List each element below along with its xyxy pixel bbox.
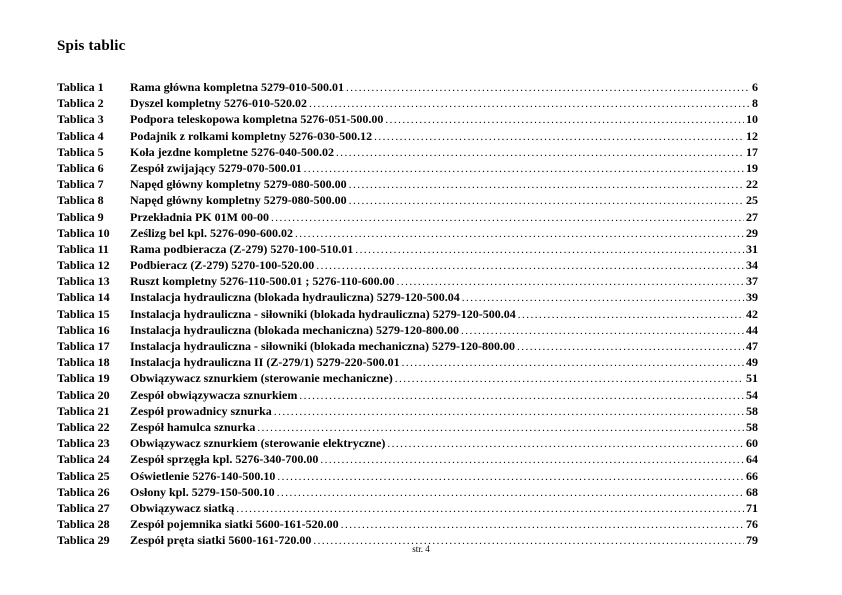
toc-entry — [57, 484, 758, 500]
toc-entry-number: Tablica 15 — [57, 306, 110, 321]
dot-leader — [349, 193, 744, 209]
toc-entry-number: Tablica 27 — [57, 500, 110, 515]
toc-entry-page: 22 — [746, 177, 758, 192]
toc-entry-page: 19 — [746, 160, 758, 175]
toc-entry-page: 29 — [746, 225, 758, 240]
dot-leader — [402, 355, 744, 371]
toc-entry-page: 10 — [746, 112, 758, 127]
dot-leader — [271, 210, 744, 226]
toc-entry — [57, 209, 758, 225]
toc-entry — [57, 516, 758, 532]
toc-entry-title: Obwiązywacz siatką — [130, 500, 235, 515]
toc-entry-page: 66 — [746, 468, 758, 483]
toc-entry — [57, 451, 758, 467]
toc-entry-page: 64 — [746, 452, 758, 467]
toc-entry-number: Tablica 28 — [57, 517, 110, 532]
toc-entry-page: 17 — [746, 144, 758, 159]
dot-leader — [277, 469, 744, 485]
toc-entry-number: Tablica 5 — [57, 144, 104, 159]
toc-entry-page: 54 — [746, 387, 758, 402]
toc-entry — [57, 354, 758, 370]
dot-leader — [320, 452, 744, 468]
toc-entry — [57, 338, 758, 354]
toc-entry-number: Tablica 6 — [57, 160, 104, 175]
toc-entry-number: Tablica 13 — [57, 274, 110, 289]
toc-entry-title: Osłony kpl. 5279-150-500.10 — [130, 484, 275, 499]
toc-entry-title: Instalacja hydrauliczna - siłowniki (blokada mechaniczna) 5279-120-800.00 — [130, 339, 516, 353]
toc-entry-page: 8 — [752, 96, 758, 111]
dot-leader — [395, 371, 744, 387]
page-title: Spis tablic — [57, 38, 126, 54]
toc-entry-number: Tablica 11 — [57, 241, 109, 256]
toc-entry-title: Instalacja hydrauliczna - siłowniki (blokada hydrauliczna) 5279-120-500.04 — [130, 306, 516, 321]
toc-entry — [57, 306, 758, 322]
dot-leader — [336, 145, 744, 161]
toc-entry-number: Tablica 21 — [57, 403, 110, 418]
dot-leader — [277, 485, 744, 501]
dot-leader — [461, 323, 744, 339]
toc-entry — [57, 403, 758, 419]
toc-entry-title: Zespół obwiązywacza sznurkiem — [130, 387, 298, 402]
toc-entry-page: 58 — [746, 403, 758, 418]
toc-entry — [57, 435, 758, 451]
toc-entry — [57, 289, 758, 305]
toc-entry — [57, 387, 758, 403]
toc-entry-title: Dyszel kompletny 5276-010-520.02 — [130, 96, 307, 111]
toc-entry-title: Instalacja hydrauliczna II (Z-279/1) 5279-220-500.01 — [130, 355, 400, 370]
toc-entry-number: Tablica 18 — [57, 355, 110, 370]
toc-entry-number: Tablica 1 — [57, 80, 104, 94]
toc-entry — [57, 111, 758, 127]
toc-entry-title: Ruszt kompletny 5276-110-500.01 ; 5276-110-600.00 — [130, 274, 395, 289]
toc-entry-title: Obwiązywacz sznurkiem (sterowanie mechaniczne) — [130, 371, 393, 386]
dot-leader — [299, 388, 744, 404]
toc-entry-title: Podajnik z rolkami kompletny 5276-030-500.12 — [130, 128, 373, 143]
toc-entry-page: 79 — [746, 533, 758, 548]
toc-entry-number: Tablica 20 — [57, 387, 110, 402]
toc-list — [57, 79, 758, 548]
toc-entry-title: Napęd główny kompletny 5279-080-500.00 — [130, 193, 347, 208]
toc-entry-title: Podbieracz (Z-279) 5270-100-520.00 — [130, 258, 315, 273]
dot-leader — [257, 420, 744, 436]
toc-entry-page: 6 — [752, 80, 758, 94]
toc-entry-number: Tablica 22 — [57, 419, 110, 434]
toc-entry-title: Rama główna kompletna 5279-010-500.01 — [130, 80, 345, 94]
toc-entry-page: 39 — [746, 290, 758, 305]
toc-entry-title: Zespół prowadnicy sznurka — [130, 403, 272, 418]
toc-entry-number: Tablica 8 — [57, 193, 104, 208]
toc-entry — [57, 468, 758, 484]
toc-entry — [57, 128, 758, 144]
toc-entry-page: 49 — [746, 355, 758, 370]
toc-entry — [57, 370, 758, 386]
toc-entry — [57, 225, 758, 241]
dot-leader — [316, 258, 744, 274]
toc-entry-title: Ześlizg bel kpl. 5276-090-600.02 — [130, 225, 294, 240]
toc-entry-page: 34 — [746, 258, 758, 273]
toc-entry-number: Tablica 3 — [57, 112, 104, 127]
dot-leader — [304, 161, 744, 177]
toc-entry-page: 42 — [746, 306, 758, 321]
dot-leader — [462, 290, 744, 306]
toc-entry — [57, 500, 758, 516]
dot-leader — [309, 96, 750, 112]
toc-entry-number: Tablica 24 — [57, 452, 110, 467]
toc-entry-title: Rama podbieracza (Z-279) 5270-100-510.01 — [130, 241, 354, 256]
dot-leader — [346, 80, 750, 96]
toc-entry-number: Tablica 2 — [57, 96, 104, 111]
toc-entry-title: Podpora teleskopowa kompletna 5276-051-500.00 — [130, 112, 384, 127]
dot-leader — [236, 501, 744, 517]
toc-entry-page: 27 — [746, 209, 758, 224]
toc-entry-number: Tablica 16 — [57, 322, 110, 337]
toc-entry — [57, 273, 758, 289]
toc-entry-page: 37 — [746, 274, 758, 289]
toc-entry-number: Tablica 14 — [57, 290, 110, 305]
toc-entry-number: Tablica 7 — [57, 177, 104, 192]
toc-entry — [57, 160, 758, 176]
toc-entry — [57, 322, 758, 338]
toc-entry-title: Zespół sprzęgła kpl. 5276-340-700.00 — [130, 452, 319, 467]
toc-entry — [57, 257, 758, 273]
toc-entry-number: Tablica 4 — [57, 128, 104, 143]
toc-entry — [57, 176, 758, 192]
toc-entry-page: 47 — [746, 339, 758, 353]
dot-leader — [517, 339, 744, 355]
dot-leader — [349, 177, 744, 193]
toc-entry-title: Napęd główny kompletny 5279-080-500.00 — [130, 177, 347, 192]
dot-leader — [385, 112, 744, 128]
page-footer: str. 4 — [412, 544, 430, 554]
toc-entry-page: 71 — [746, 500, 758, 515]
toc-entry — [57, 144, 758, 160]
dot-leader — [274, 404, 744, 420]
toc-entry-title: Instalacja hydrauliczna (blokada mechaniczna) 5279-120-800.00 — [130, 322, 460, 337]
toc-entry-page: 68 — [746, 484, 758, 499]
dot-leader — [295, 226, 744, 242]
toc-entry-title: Przekładnia PK 01M 00-00 — [130, 209, 269, 224]
dot-leader — [518, 307, 744, 323]
toc-entry-title: Instalacja hydrauliczna (blokada hydrauliczna) 5279-120-500.04 — [130, 290, 460, 305]
toc-entry-title: Koła jezdne kompletne 5276-040-500.02 — [130, 144, 334, 159]
toc-entry-page: 58 — [746, 419, 758, 434]
toc-entry-number: Tablica 19 — [57, 371, 110, 386]
toc-entry-page: 60 — [746, 436, 758, 451]
toc-entry-page: 25 — [746, 193, 758, 208]
toc-entry-page: 51 — [746, 371, 758, 386]
toc-entry-number: Tablica 25 — [57, 468, 110, 483]
dot-leader — [397, 274, 744, 290]
toc-entry — [57, 79, 758, 95]
toc-entry-number: Tablica 23 — [57, 436, 110, 451]
toc-entry-title: Zespół hamulca sznurka — [130, 419, 256, 434]
toc-entry-page: 44 — [746, 322, 758, 337]
toc-entry-title: Zespół pręta siatki 5600-161-720.00 — [130, 533, 312, 548]
toc-entry-number: Tablica 29 — [57, 533, 110, 548]
toc-entry-title: Zespół pojemnika siatki 5600-161-520.00 — [130, 517, 339, 532]
toc-entry-page: 12 — [746, 128, 758, 143]
dot-leader — [355, 242, 744, 258]
toc-entry-title: Obwiązywacz sznurkiem (sterowanie elektryczne) — [130, 436, 386, 451]
toc-entry — [57, 419, 758, 435]
toc-entry — [57, 241, 758, 257]
toc-entry-number: Tablica 12 — [57, 258, 110, 273]
toc-entry — [57, 95, 758, 111]
toc-entry-number: Tablica 9 — [57, 209, 104, 224]
toc-entry-number: Tablica 10 — [57, 225, 110, 240]
toc-entry-page: 31 — [746, 241, 758, 256]
dot-leader — [387, 436, 744, 452]
toc-entry-title: Zespół zwijający 5279-070-500.01 — [130, 160, 302, 175]
toc-entry-page: 76 — [746, 517, 758, 532]
dot-leader — [374, 129, 744, 145]
toc-entry — [57, 192, 758, 208]
toc-entry-number: Tablica 17 — [57, 339, 110, 353]
dot-leader — [341, 517, 744, 533]
toc-entry-number: Tablica 26 — [57, 484, 110, 499]
toc-entry-title: Oświetlenie 5276-140-500.10 — [130, 468, 276, 483]
